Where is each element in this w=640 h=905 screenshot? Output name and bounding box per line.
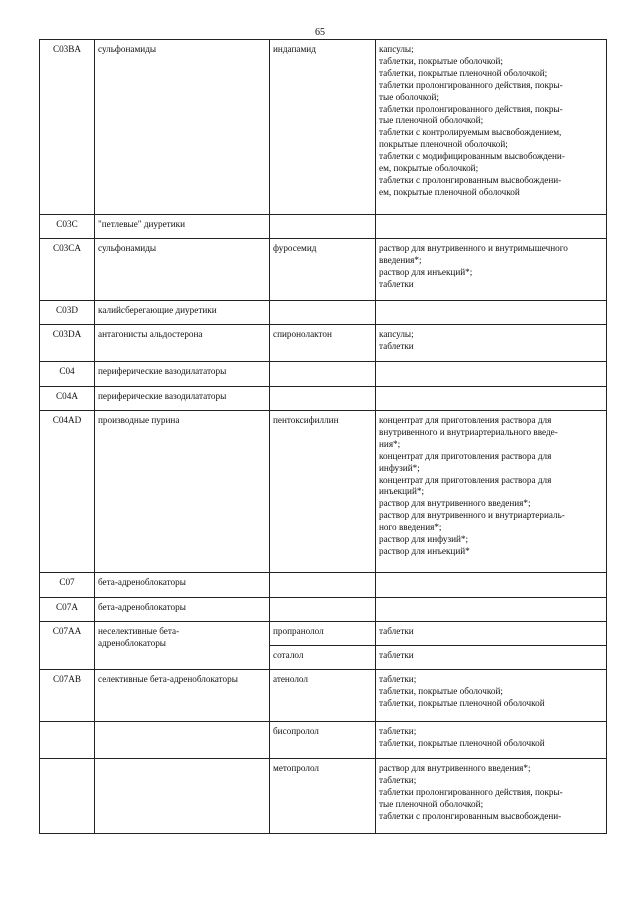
- group-name: антагонисты альдостерона: [95, 325, 270, 362]
- drug-name: [270, 301, 376, 325]
- table-row: [40, 325, 607, 362]
- table-row: [40, 598, 607, 622]
- drug-name: [270, 598, 376, 622]
- dosage-forms: таблетки: [376, 646, 607, 670]
- medication-table: [39, 39, 607, 834]
- table-row: [40, 573, 607, 598]
- atc-code: C04AD: [40, 411, 95, 573]
- drug-name: метопролол: [270, 759, 376, 834]
- atc-code: C04: [40, 362, 95, 387]
- table-row: [40, 387, 607, 411]
- dosage-forms: [376, 573, 607, 598]
- atc-code: C03D: [40, 301, 95, 325]
- dosage-forms: [376, 387, 607, 411]
- group-name: [95, 722, 270, 759]
- dosage-forms: раствор для внутривенного и внутримышечного введения*; раствор для инъекций*; таблетки: [376, 239, 607, 301]
- dosage-forms: капсулы; таблетки, покрытые оболочкой; таблетки, покрытые пленочной оболочкой; таблетки пролонгированного действия, покры- тые оболочкой; таблетки пролонгированного действия, покры- тые пленочной оболочкой; таблетки с контролируемым высвобождением, покрытые пленочной оболочкой; таблетки с модифицированным высвобождени- ем, покрытые оболочкой; таблетки с пролонгированным высвобождени- ем, покрытые пленочной оболочкой: [376, 40, 607, 215]
- drug-name: [270, 362, 376, 387]
- dosage-forms: [376, 598, 607, 622]
- table-row: [40, 411, 607, 573]
- dosage-forms: [376, 362, 607, 387]
- table-row: [40, 301, 607, 325]
- dosage-forms: таблетки; таблетки, покрытые пленочной оболочкой: [376, 722, 607, 759]
- dosage-forms: раствор для внутривенного введения*; таблетки; таблетки пролонгированного действия, покры- тые пленочной оболочкой; таблетки с пролонгированным высвобождени-: [376, 759, 607, 834]
- table-row: [40, 239, 607, 301]
- dosage-forms: таблетки; таблетки, покрытые оболочкой; таблетки, покрытые пленочной оболочкой: [376, 670, 607, 722]
- group-name: селективные бета-адреноблокаторы: [95, 670, 270, 722]
- group-name: неселективные бета- адреноблокаторы: [95, 622, 270, 670]
- dosage-forms: таблетки: [376, 622, 607, 646]
- atc-code: C03C: [40, 215, 95, 239]
- table-row: [40, 40, 607, 215]
- table-row: [40, 622, 607, 646]
- atc-code: C07AA: [40, 622, 95, 670]
- group-name: бета-адреноблокаторы: [95, 598, 270, 622]
- table-row: [40, 215, 607, 239]
- atc-code: C04A: [40, 387, 95, 411]
- group-name: периферические вазодилататоры: [95, 387, 270, 411]
- drug-name: [270, 387, 376, 411]
- drug-name: [270, 573, 376, 598]
- group-name: периферические вазодилататоры: [95, 362, 270, 387]
- drug-name: спиронолактон: [270, 325, 376, 362]
- group-name: [95, 759, 270, 834]
- drug-name: пропранолол: [270, 622, 376, 646]
- atc-code: C07A: [40, 598, 95, 622]
- group-name: сульфонамиды: [95, 239, 270, 301]
- group-name: бета-адреноблокаторы: [95, 573, 270, 598]
- atc-code: C07: [40, 573, 95, 598]
- dosage-forms: [376, 301, 607, 325]
- page-number: 65: [315, 27, 325, 38]
- table-row: [40, 670, 607, 722]
- drug-name: пентоксифиллин: [270, 411, 376, 573]
- table-row: [40, 362, 607, 387]
- atc-code: C07AB: [40, 670, 95, 722]
- atc-code: [40, 722, 95, 759]
- dosage-forms: концентрат для приготовления раствора для внутривенного и внутриартериального введе- ния*; концентрат для приготовления раствора для инфузий*; концентрат для приготовления раствора для инъекций*; раствор для внутривенного введения*; раствор для внутривенного и внутриартериаль- ного введения*; раствор для инфузий*; раствор для инъекций*: [376, 411, 607, 573]
- group-name: "петлевые" диуретики: [95, 215, 270, 239]
- dosage-forms: капсулы; таблетки: [376, 325, 607, 362]
- drug-name: [270, 215, 376, 239]
- drug-name: индапамид: [270, 40, 376, 215]
- drug-name: соталол: [270, 646, 376, 670]
- drug-name: фуросемид: [270, 239, 376, 301]
- atc-code: C03CA: [40, 239, 95, 301]
- atc-code: C03BA: [40, 40, 95, 215]
- group-name: производные пурина: [95, 411, 270, 573]
- group-name: калийсберегающие диуретики: [95, 301, 270, 325]
- drug-name: атенолол: [270, 670, 376, 722]
- group-name: сульфонамиды: [95, 40, 270, 215]
- atc-code: [40, 759, 95, 834]
- drug-name: бисопролол: [270, 722, 376, 759]
- table-row: [40, 759, 607, 834]
- atc-code: C03DA: [40, 325, 95, 362]
- table-row: [40, 722, 607, 759]
- dosage-forms: [376, 215, 607, 239]
